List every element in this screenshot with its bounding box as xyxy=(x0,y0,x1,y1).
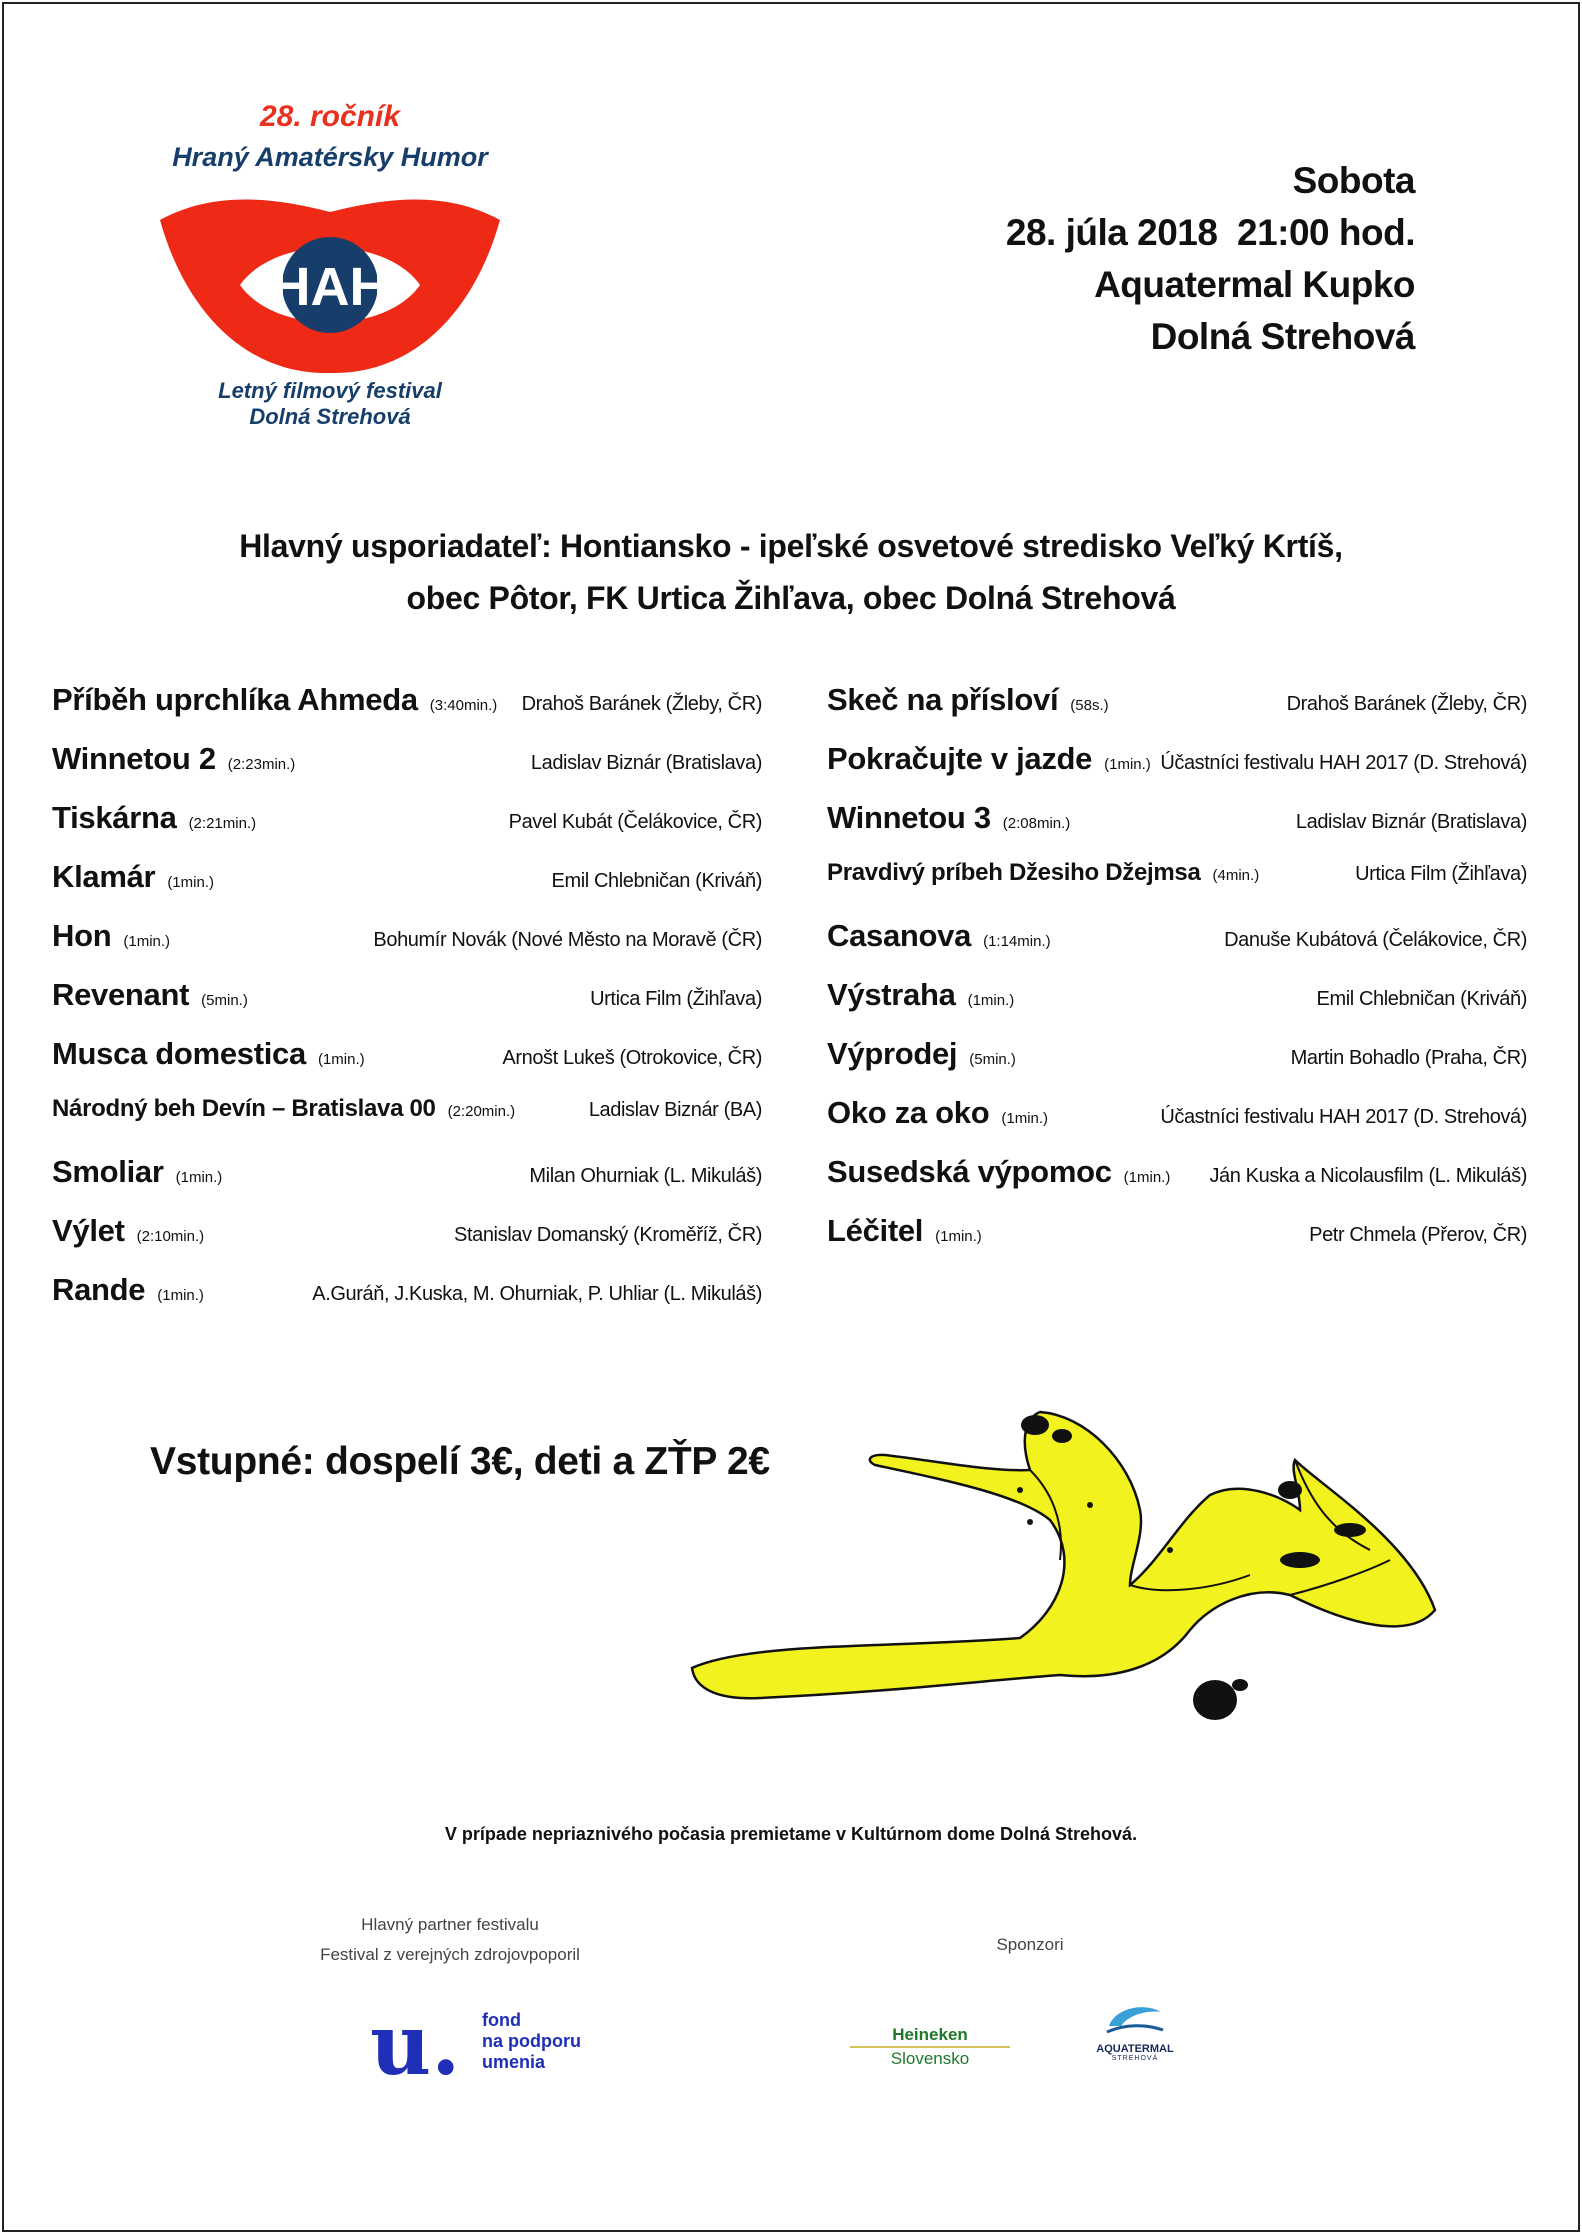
film-author: Urtica Film (Žihľava) xyxy=(590,988,762,1010)
film-duration: (1min.) xyxy=(157,1287,204,1304)
program-item xyxy=(827,977,1527,1036)
program-item xyxy=(52,1272,762,1331)
program-item xyxy=(827,1095,1527,1154)
film-duration: (1min.) xyxy=(317,1051,365,1068)
film-title: Národný beh Devín – Bratislava 00 xyxy=(52,1095,436,1122)
film-author: Ladislav Biznár (BA) xyxy=(588,1099,762,1121)
film-duration: (5min.) xyxy=(201,992,248,1009)
film-author: Bohumír Novák (Nové Město na Moravě (ČR) xyxy=(373,929,762,951)
event-venue: Aquatermal Kupko xyxy=(1094,264,1415,305)
logo-festival-line2: Dolná Strehová xyxy=(249,404,411,429)
heineken-logo xyxy=(850,2025,1010,2069)
program-item xyxy=(52,1154,762,1213)
film-duration: (1min.) xyxy=(175,1169,223,1186)
organizer-text xyxy=(0,520,1582,624)
fpu-text-line3: umenia xyxy=(482,2052,546,2072)
film-duration: (58s.) xyxy=(1070,697,1109,714)
program-item xyxy=(52,800,762,859)
program-item xyxy=(827,682,1527,741)
film-author: Petr Chmela (Přerov, ČR) xyxy=(1309,1224,1527,1246)
film-title: Výlet xyxy=(52,1213,125,1248)
banana-peel-illustration xyxy=(690,1410,1450,1730)
film-duration: (1min.) xyxy=(967,992,1015,1009)
film-title: Pokračujte v jazde xyxy=(827,741,1093,776)
admission-price: Vstupné: dospelí 3€, deti a ZŤP 2€ xyxy=(150,1440,770,1483)
program-list-left xyxy=(52,682,762,1331)
partner-line2: Festival z verejných zdrojovpoporil xyxy=(320,1945,580,1964)
film-title: Pravdivý príbeh Džesiho Džejmsa xyxy=(827,859,1201,886)
event-place: Dolná Strehová xyxy=(1150,316,1415,357)
festival-logo xyxy=(150,100,510,440)
logo-subtitle: Hraný Amatérsky Humor xyxy=(172,142,488,172)
event-datetime: 28. júla 2018 21:00 hod. xyxy=(1005,212,1415,253)
film-author: Emil Chlebničan (Kriváň) xyxy=(1316,988,1527,1010)
film-title: Susedská výpomoc xyxy=(827,1154,1112,1189)
program-item xyxy=(827,800,1527,859)
film-title: Winnetou 3 xyxy=(827,800,991,835)
event-day: Sobota xyxy=(1292,160,1415,201)
logo-edition: 28. ročník xyxy=(259,100,401,133)
film-title: Léčitel xyxy=(827,1213,924,1248)
film-author: Účastníci festivalu HAH 2017 (D. Strehová) xyxy=(1160,752,1527,774)
film-duration: (5min.) xyxy=(969,1051,1016,1068)
film-duration: (1:14min.) xyxy=(983,933,1051,950)
film-title: Hon xyxy=(52,918,112,953)
aquatermal-logo xyxy=(1080,2000,1190,2062)
fpu-text-line1: fond xyxy=(482,2010,521,2030)
program-item xyxy=(52,1095,762,1154)
film-duration: (2:23min.) xyxy=(227,756,296,773)
film-author: Pavel Kubát (Čelákovice, ČR) xyxy=(508,811,762,833)
film-title: Smoliar xyxy=(52,1154,164,1189)
aquatermal-wave-icon xyxy=(1105,2000,1165,2036)
program-item xyxy=(52,682,762,741)
film-title: Tiskárna xyxy=(52,800,177,835)
organizer-line1: Hlavný usporiadateľ: Hontiansko - ipeľské osvetové stredisko Veľký Krtíš, xyxy=(239,528,1343,564)
film-title: Oko za oko xyxy=(827,1095,990,1130)
film-author: Účastníci festivalu HAH 2017 (D. Strehová) xyxy=(1160,1106,1527,1128)
film-duration: (1min.) xyxy=(1001,1110,1049,1127)
program-item xyxy=(827,1036,1527,1095)
program-list-right xyxy=(827,682,1527,1272)
main-partner xyxy=(300,1910,600,1970)
organizer-line2: obec Pôtor, FK Urtica Žihľava, obec Dolná Strehová xyxy=(406,580,1176,616)
program-item xyxy=(827,1154,1527,1213)
film-title: Příběh uprchlíka Ahmeda xyxy=(52,682,418,717)
film-duration: (2:20min.) xyxy=(447,1103,516,1120)
program-item xyxy=(827,859,1527,918)
film-duration: (1min.) xyxy=(123,933,171,950)
program-item xyxy=(827,918,1527,977)
logo-festival-line1: Letný filmový festival xyxy=(218,378,442,403)
film-title: Revenant xyxy=(52,977,190,1012)
film-duration: (4min.) xyxy=(1212,867,1260,884)
film-title: Skeč na přísloví xyxy=(827,682,1059,717)
film-title: Výprodej xyxy=(827,1036,958,1071)
film-title: Winnetou 2 xyxy=(52,741,216,776)
film-duration: (1min.) xyxy=(935,1228,982,1245)
film-duration: (1min.) xyxy=(1123,1169,1171,1186)
film-author: Arnošt Lukeš (Otrokovice, ČR) xyxy=(502,1047,762,1069)
fpu-logo-text xyxy=(482,2010,581,2073)
film-duration: (2:21min.) xyxy=(188,815,257,832)
film-author: Stanislav Domanský (Kroměříž, ČR) xyxy=(454,1224,762,1246)
weather-note: V prípade nepriaznivého počasia premietame v Kultúrnom dome Dolná Strehová. xyxy=(444,1824,1138,1844)
logo-festival-name xyxy=(150,378,510,430)
film-author: Milan Ohurniak (L. Mikuláš) xyxy=(529,1165,762,1187)
film-title: Výstraha xyxy=(827,977,956,1012)
program-item xyxy=(827,741,1527,800)
film-author: Emil Chlebničan (Kriváň) xyxy=(551,870,762,892)
aquatermal-subtext: STREHOVÁ xyxy=(1111,2055,1159,2062)
film-title: Musca domestica xyxy=(52,1036,306,1071)
film-author: Ladislav Biznár (Bratislava) xyxy=(530,752,762,774)
program-item xyxy=(52,977,762,1036)
program-item xyxy=(52,1036,762,1095)
program-item xyxy=(827,1213,1527,1272)
aquatermal-text: AQUATERMAL xyxy=(1096,2043,1174,2055)
film-author: Martin Bohadlo (Praha, ČR) xyxy=(1290,1047,1527,1069)
svg-text:u.: u. xyxy=(370,2008,461,2088)
film-author: Danuše Kubátová (Čelákovice, ČR) xyxy=(1224,929,1527,951)
film-title: Rande xyxy=(52,1272,146,1307)
film-title: Casanova xyxy=(827,918,972,953)
film-duration: (1min.) xyxy=(1104,756,1151,773)
fpu-logo-icon xyxy=(368,2008,478,2088)
partner-line1: Hlavný partner festivalu xyxy=(361,1915,539,1934)
logo-mark: HAH xyxy=(271,257,389,317)
film-author: A.Guráň, J.Kuska, M. Ohurniak, P. Uhliar (L. Mikuláš) xyxy=(312,1283,762,1305)
film-title: Klamár xyxy=(52,859,156,894)
film-duration: (2:08min.) xyxy=(1002,815,1071,832)
event-info xyxy=(1006,155,1415,363)
program-item xyxy=(52,741,762,800)
program-item xyxy=(52,918,762,977)
film-author: Drahoš Baránek (Žleby, ČR) xyxy=(521,693,762,715)
film-author: Ján Kuska a Nicolausfilm (L. Mikuláš) xyxy=(1209,1165,1527,1187)
heineken-line1: Heineken xyxy=(892,2025,968,2044)
film-author: Urtica Film (Žihľava) xyxy=(1355,863,1527,885)
lips-eye-icon xyxy=(155,190,505,380)
film-duration: (3:40min.) xyxy=(429,697,498,714)
film-duration: (1min.) xyxy=(167,874,214,891)
film-author: Drahoš Baránek (Žleby, ČR) xyxy=(1286,693,1527,715)
fpu-text-line2: na podporu xyxy=(482,2031,581,2051)
heineken-line2: Slovensko xyxy=(890,2049,970,2068)
film-author: Ladislav Biznár (Bratislava) xyxy=(1295,811,1527,833)
program-item xyxy=(52,859,762,918)
sponsors-label: Sponzori xyxy=(996,1935,1064,1954)
program-item xyxy=(52,1213,762,1272)
film-duration: (2:10min.) xyxy=(136,1228,205,1245)
